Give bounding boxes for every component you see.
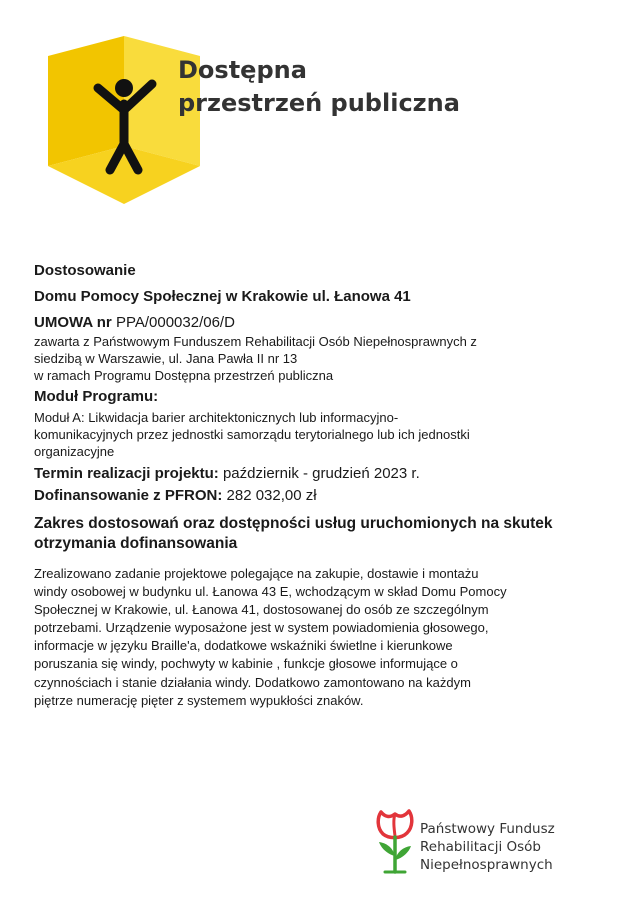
agreement-line1: zawarta z Państwowym Funduszem Rehabilitacji Osób Niepełnosprawnych z [34,334,477,349]
agreement-number [34,314,604,331]
term-label: Termin realizacji projektu: [34,465,219,482]
description-line: czynnościach i stanie działania windy. Dodatkowo zamontowano na każdym [34,674,471,690]
scope-title-line2: otrzymania dofinansowania [34,535,238,552]
pfron-tulip-logo-icon [373,806,417,876]
description-line: potrzebami. Urządzenie wyposażone jest w system powiadomienia głosowego, [34,620,489,636]
logo-title-line1: Dostępna [178,56,307,84]
pfron-line1: Państwowy Fundusz [420,821,555,837]
module-line1: Moduł A: Likwidacja barier architektonicznych lub informacyjno- [34,410,399,425]
agreement-details [34,333,604,384]
funding-label: Dofinansowanie z PFRON: [34,487,223,504]
module-label: Moduł Programu: [34,388,159,405]
agreement-value: PPA/000032/06/D [115,314,235,331]
pfron-line2: Rehabilitacji Osób [420,839,541,855]
document-body [34,262,604,710]
term-value: październik - grudzień 2023 r. [222,465,420,482]
module-line2: komunikacyjnych przez jednostki samorządu terytorialnego lub ich jednostki [34,427,470,442]
pfron-line3: Niepełnosprawnych [420,857,553,873]
heading-line1: Dostosowanie [34,262,136,279]
tulip-icon [373,806,417,876]
description-line: Zrealizowano zadanie projektowe polegające na zakupie, dostawie i montażu [34,566,479,581]
agreement-line3: w ramach Programu Dostępna przestrzeń publiczna [34,368,334,383]
pfron-funding [34,487,604,504]
logo-title-line2: przestrzeń publiczna [178,89,460,117]
module-line3: organizacyjne [34,444,115,459]
logo-title [178,54,460,120]
description-line: piętrze numerację pięter z systemem wypukłości znaków. [34,692,364,708]
pfron-name [420,820,555,874]
heading-line2: Domu Pomocy Społecznej w Krakowie ul. Łanowa 41 [34,288,411,305]
description-line: Społecznej w Krakowie, ul. Łanowa 41, dostosowanej do osób ze szczególnym [34,602,489,618]
scope-description [34,565,604,710]
module-description [34,409,604,460]
scope-title-line1: Zakres dostosowań oraz dostępności usług uruchomionych na skutek [34,515,553,532]
project-term [34,465,604,482]
description-line: poruszania się windy, pochwyty w kabinie , funkcje głosowe informujące o [34,656,458,672]
funding-value: 282 032,00 zł [226,487,317,504]
agreement-label: UMOWA nr [34,314,112,331]
agreement-line2: siedzibą w Warszawie, ul. Jana Pawła II nr 13 [34,351,298,366]
description-line: windy osobowej w budynku ul. Łanowa 43 E, wchodzącym w skład Domu Pomocy [34,584,507,600]
scope-title [34,514,604,554]
description-line: informacje w języku Braille'a, dodatkowe wskaźniki świetlne i kierunkowe [34,638,453,654]
